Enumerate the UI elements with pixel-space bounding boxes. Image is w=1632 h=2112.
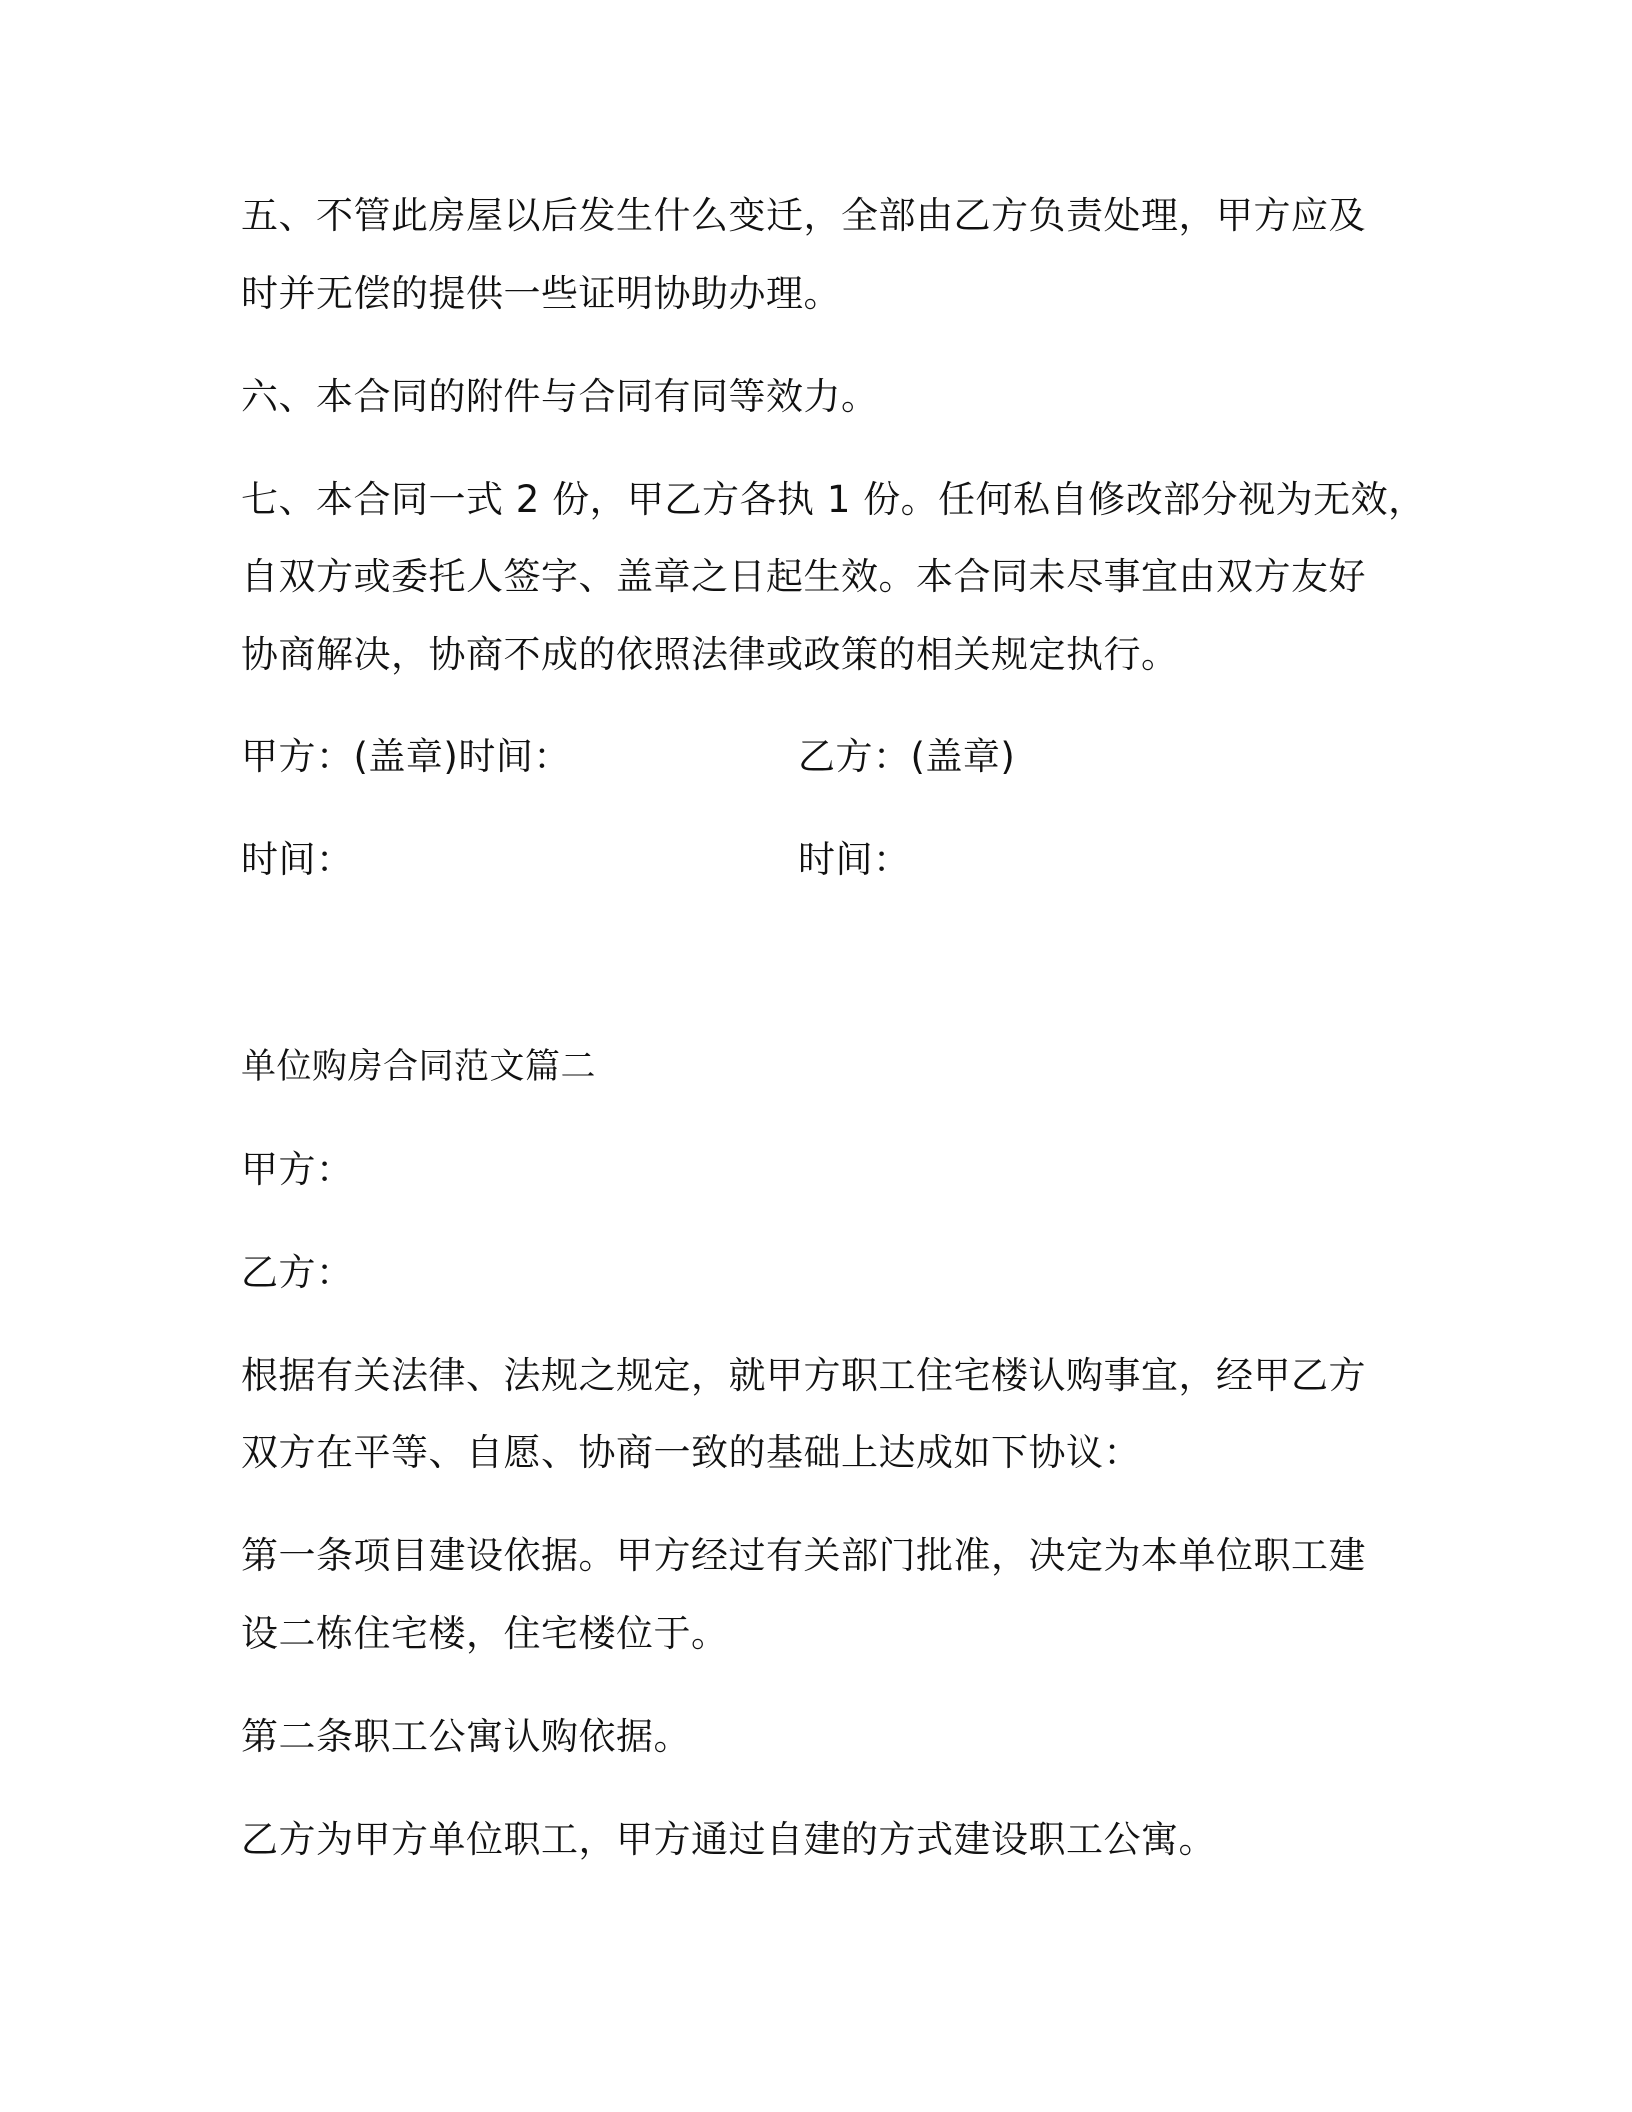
section2-party-b: 乙方： [241, 1251, 354, 1294]
section-title: 单位购房合同范文篇二 [241, 1047, 597, 1087]
signature-party-a: 甲方：(盖章)时间： [241, 735, 571, 778]
intro-line-1: 根据有关法律、法规之规定，就甲方职工住宅楼认购事宜，经甲乙方 [241, 1354, 1366, 1397]
clause-7-line-2: 自双方或委托人签字、盖章之日起生效。本合同未尽事宜由双方友好 [241, 555, 1366, 598]
section2-party-a: 甲方： [241, 1148, 354, 1191]
article-2-heading: 第二条职工公寓认购依据。 [241, 1715, 691, 1758]
article-1-line-1: 第一条项目建设依据。甲方经过有关部门批准，决定为本单位职工建 [241, 1534, 1366, 1577]
clause-7-line-1: 七、本合同一式 2 份，甲乙方各执 1 份。任何私自修改部分视为无效， [241, 478, 1426, 521]
signature-party-b: 乙方：(盖章) [798, 735, 1016, 778]
article-1-line-2: 设二栋住宅楼，住宅楼位于。 [241, 1612, 729, 1655]
signature-time-b: 时间： [798, 838, 911, 881]
signature-time-a: 时间： [241, 838, 354, 881]
clause-5-line-2: 时并无偿的提供一些证明协助办理。 [241, 272, 841, 315]
clause-6: 六、本合同的附件与合同有同等效力。 [241, 375, 879, 418]
clause-5-line-1: 五、不管此房屋以后发生什么变迁，全部由乙方负责处理，甲方应及 [241, 194, 1366, 237]
article-2-body: 乙方为甲方单位职工，甲方通过自建的方式建设职工公寓。 [241, 1818, 1216, 1861]
clause-7-line-3: 协商解决，协商不成的依照法律或政策的相关规定执行。 [241, 633, 1179, 676]
intro-line-2: 双方在平等、自愿、协商一致的基础上达成如下协议： [241, 1431, 1141, 1474]
